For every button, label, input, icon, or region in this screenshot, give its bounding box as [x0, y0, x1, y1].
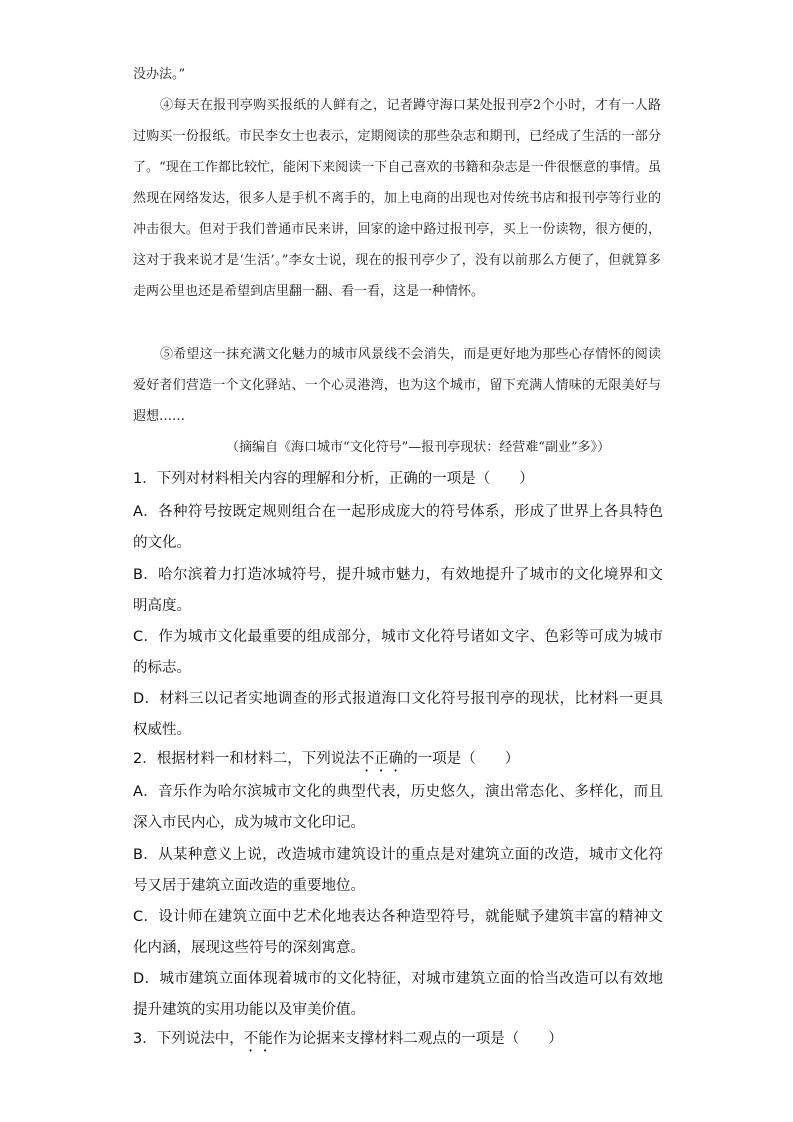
material-paragraph-5: ⑤希望这一抹充满文化魅力的城市风景线不会消失，而是更好地为那些心存情怀的阅读爱好者们营造一个文化驿站、一个心灵港湾，也为这个城市，留下充满人情味的无限美好与遐想……: [133, 347, 661, 424]
question-1-stem: 1．下列对材料相关内容的理解和分析，正确的一项是（ ）: [133, 471, 534, 487]
question-2-stem-pre: 2．根据材料一和材料二，下列说法: [133, 751, 360, 767]
question-2-emphasis: 不正确: [359, 751, 404, 767]
question-2-stem-post: 的一项是（ ）: [403, 751, 520, 767]
question-1-option-c: C．作为城市文化最重要的组成部分，城市文化符号诸如文字、色彩等可成为城市的标志。: [133, 629, 663, 676]
question-1-option-a: A．各种符号按既定规则组合在一起形成庞大的符号体系，形成了世界上各具特色的文化。: [133, 504, 663, 551]
question-2-option-a: A．音乐作为哈尔滨城市文化的典型代表，历史悠久，演出常态化、多样化，而且深入市民内心，成为城市文化印记。: [133, 784, 663, 831]
question-2-stem: [133, 744, 663, 775]
question-2-option-c: C．设计师在建筑立面中艺术化地表达各种造型符号，就能赋予建筑丰富的精神文化内涵，展现这些符号的深刻寓意。: [133, 909, 663, 956]
material-paragraph-4: ④每天在报刊亭购买报纸的人鲜有之，记者蹲守海口某处报刊亭2个小时，才有一人路过购买一份报纸。市民李女士也表示，定期阅读的那些杂志和期刊，已经成了生活的一部分了。“现在工作都比较忙，能闲下来阅读一下自己喜欢的书籍和杂志是一件很惬意的事情。虽然现在网络发达，很多人是手机不离手的，加上电商的出现也对传统书店和报刊亭等行业的冲击很大。但对于我们普通市民来讲，回家的途中路过报刊亭，买上一份读物，很方便的，这对于我来说才是‘生活’。”李女士说，现在的报刊亭少了，没有以前那么方便了，但就算多走两公里也还是希望到店里翻一翻、看一看，这是一种情怀。: [133, 98, 661, 299]
question-1-option-d: D．材料三以记者实地调查的形式报道海口文化符号报刊亭的现状，比材料一更具权威性。: [133, 691, 663, 738]
question-2-option-b: B．从某种意义上说，改造城市建筑设计的重点是对建筑立面的改造，城市文化符号又居于建筑立面改造的重要地位。: [133, 847, 663, 894]
question-2-option-d: D．城市建筑立面体现着城市的文化特征，对城市建筑立面的恰当改造可以有效地提升建筑的实用功能以及审美价值。: [133, 971, 663, 1018]
question-3-emphasis: 不能: [243, 1031, 273, 1047]
question-1-option-b: B．哈尔滨着力打造冰城符号，提升城市魅力，有效地提升了城市的文化境界和文明高度。: [133, 567, 663, 614]
question-3-stem: [133, 1024, 663, 1055]
question-3-stem-post: 作为论据来支撑材料二观点的一项是（ ）: [272, 1031, 563, 1047]
question-3-stem-pre: 3．下列说法中，: [133, 1031, 244, 1047]
material-source: （摘编自《海口城市“文化符号”—报刊亭现状：经营难“副业”多》）: [226, 440, 611, 455]
material-paragraph-end: 没办法。”: [133, 67, 186, 82]
